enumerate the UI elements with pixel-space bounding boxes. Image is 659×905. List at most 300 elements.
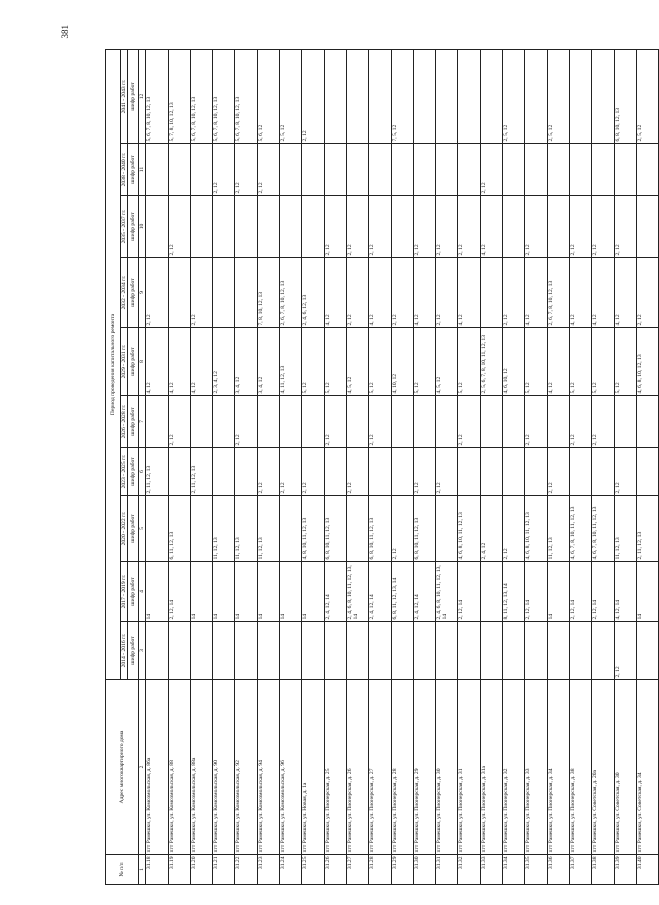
row-number: 31.21 bbox=[213, 855, 235, 885]
work-code-cell: 4, 5, 12 bbox=[436, 328, 458, 396]
work-code-cell: 7, 5, 12 bbox=[391, 49, 413, 143]
row-address: пгт Рамешки, ул. Пионерская, д. 31а bbox=[480, 680, 502, 855]
work-code-cell bbox=[569, 49, 591, 143]
work-code-cell bbox=[146, 396, 168, 448]
capital-repair-schedule-table bbox=[105, 49, 659, 885]
table-row bbox=[190, 49, 212, 884]
table-row bbox=[458, 49, 480, 884]
row-address: пгт Рамешки, ул. Новая, д. 1а bbox=[302, 680, 324, 855]
row-number: 31.25 bbox=[302, 855, 324, 885]
work-code-cell bbox=[636, 622, 658, 680]
work-code-cell: 5, 6, 7, 8, 10, 12, 13 bbox=[213, 49, 235, 143]
work-code-cell bbox=[592, 144, 614, 196]
work-code-cell: 2, 12 bbox=[391, 258, 413, 328]
work-code-header: шифр работ bbox=[128, 196, 139, 258]
work-code-header: шифр работ bbox=[128, 448, 139, 496]
work-code-cell bbox=[190, 496, 212, 562]
work-code-header: шифр работ bbox=[128, 144, 139, 196]
work-code-cell: 4, 11, 12, 13 bbox=[280, 328, 302, 396]
work-code-cell: 4, 12 bbox=[547, 328, 569, 396]
work-code-cell: 2, 12 bbox=[146, 258, 168, 328]
table-row bbox=[614, 49, 636, 884]
work-code-cell: 2, 12 bbox=[503, 496, 525, 562]
period-header: 2023 - 2025 гг. bbox=[121, 448, 128, 496]
work-code-cell bbox=[213, 448, 235, 496]
column-number: 8 bbox=[139, 328, 146, 396]
work-code-cell: 2, 12 bbox=[302, 448, 324, 496]
row-address: пгт Рамешки, ул. Пионерская, д. 31 bbox=[458, 680, 480, 855]
work-code-cell bbox=[436, 49, 458, 143]
work-code-cell: 14 bbox=[146, 562, 168, 622]
work-code-cell bbox=[436, 496, 458, 562]
table-row bbox=[302, 49, 324, 884]
work-code-cell: 14 bbox=[302, 562, 324, 622]
row-address: пгт Рамешки, ул. Пионерская, д. 34 bbox=[547, 680, 569, 855]
work-code-cell: 2, 4, 6, 8, 10, 11, 12, 13, 14 bbox=[436, 562, 458, 622]
work-code-cell bbox=[525, 448, 547, 496]
work-code-cell: 2, 12, 14 bbox=[525, 562, 547, 622]
work-code-cell: 2, 12 bbox=[569, 396, 591, 448]
work-code-cell bbox=[235, 196, 257, 258]
work-code-cell bbox=[324, 144, 346, 196]
column-number: 10 bbox=[139, 196, 146, 258]
column-number: 11 bbox=[139, 144, 146, 196]
work-code-cell: 2, 12 bbox=[436, 258, 458, 328]
work-code-cell: 2, 4, 6, 8, 10, 11, 12, 13, 14 bbox=[346, 562, 368, 622]
work-code-cell bbox=[280, 622, 302, 680]
work-code-cell: 2, 12 bbox=[346, 448, 368, 496]
row-number: 31.29 bbox=[391, 855, 413, 885]
work-code-cell bbox=[525, 622, 547, 680]
row-address: пгт Рамешки, ул. Комсомольская, д. 94 bbox=[257, 680, 279, 855]
period-header: 2029 - 2031 гг. bbox=[121, 328, 128, 396]
work-code-cell bbox=[280, 396, 302, 448]
work-code-cell: 4, 12 bbox=[168, 328, 190, 396]
work-code-cell: 14 bbox=[257, 562, 279, 622]
work-code-cell: 6, 8, 10, 11, 12, 13 bbox=[324, 496, 346, 562]
row-number: 31.37 bbox=[569, 855, 591, 885]
row-number: 31.31 bbox=[436, 855, 458, 885]
row-number: 31.28 bbox=[369, 855, 391, 885]
column-number: 3 bbox=[139, 622, 146, 680]
work-code-cell bbox=[480, 622, 502, 680]
work-code-cell bbox=[614, 396, 636, 448]
work-code-cell: 2, 12 bbox=[569, 196, 591, 258]
work-code-cell: 11, 12, 13 bbox=[235, 496, 257, 562]
work-code-cell: 2, 12 bbox=[168, 196, 190, 258]
work-code-cell: 2, 12, 14 bbox=[458, 562, 480, 622]
work-code-cell: 4, 12 bbox=[480, 196, 502, 258]
work-code-cell: 2, 12 bbox=[369, 396, 391, 448]
work-code-cell: 11, 12, 13 bbox=[213, 496, 235, 562]
work-code-cell bbox=[280, 196, 302, 258]
work-code-cell bbox=[146, 196, 168, 258]
work-code-cell: 3, 4, 12 bbox=[257, 328, 279, 396]
work-code-cell: 11, 12, 13 bbox=[257, 496, 279, 562]
work-code-cell: 2, 12 bbox=[302, 49, 324, 143]
work-code-cell: 2, 12 bbox=[614, 196, 636, 258]
work-code-cell: 5, 7, 8, 10, 12, 13 bbox=[168, 49, 190, 143]
work-code-cell: 4, 12 bbox=[324, 258, 346, 328]
work-code-cell: 5, 6, 12 bbox=[257, 49, 279, 143]
work-code-cell: 2, 5, 6, 7, 8, 10, 11, 12, 13 bbox=[480, 328, 502, 396]
work-code-cell: 2, 12 bbox=[213, 144, 235, 196]
work-code-cell: 7, 8, 10, 12, 13 bbox=[257, 258, 279, 328]
work-code-cell bbox=[480, 562, 502, 622]
period-header: 2041 - 2043 гг. bbox=[121, 49, 128, 143]
work-code-cell: 5, 6, 7, 8, 10, 12, 13 bbox=[235, 49, 257, 143]
work-code-cell: 2, 5, 12 bbox=[280, 49, 302, 143]
table-row bbox=[391, 49, 413, 884]
table-row bbox=[547, 49, 569, 884]
work-code-cell bbox=[480, 49, 502, 143]
work-code-cell: 2, 12 bbox=[413, 448, 435, 496]
work-code-cell: 5, 12 bbox=[458, 328, 480, 396]
work-code-cell bbox=[190, 396, 212, 448]
work-code-cell: 6, 8, 10, 12, 13 bbox=[614, 49, 636, 143]
work-code-cell bbox=[346, 396, 368, 448]
work-code-cell bbox=[190, 144, 212, 196]
work-code-cell bbox=[190, 196, 212, 258]
work-code-cell bbox=[547, 144, 569, 196]
work-code-cell bbox=[458, 49, 480, 143]
work-code-cell bbox=[458, 622, 480, 680]
work-code-cell bbox=[369, 49, 391, 143]
work-code-cell: 2, 4, 12, 14 bbox=[324, 562, 346, 622]
work-code-cell: 4, 12 bbox=[525, 258, 547, 328]
work-code-cell: 4, 6, 7, 8, 10, 11, 12, 13 bbox=[569, 496, 591, 562]
table-row bbox=[413, 49, 435, 884]
row-number: 31.33 bbox=[480, 855, 502, 885]
work-code-cell bbox=[146, 144, 168, 196]
row-number: 31.23 bbox=[257, 855, 279, 885]
work-code-cell bbox=[324, 448, 346, 496]
work-code-cell: 14 bbox=[235, 562, 257, 622]
work-code-cell bbox=[235, 622, 257, 680]
table-row bbox=[636, 49, 658, 884]
row-address: пгт Рамешки, ул. Пионерская, д. 38 bbox=[569, 680, 591, 855]
work-code-cell bbox=[413, 144, 435, 196]
work-code-cell: 2, 12 bbox=[592, 396, 614, 448]
work-code-cell: 2, 5, 12 bbox=[547, 49, 569, 143]
row-number: 31.18 bbox=[146, 855, 168, 885]
row-number: 31.39 bbox=[614, 855, 636, 885]
row-number: 31.40 bbox=[636, 855, 658, 885]
table-row bbox=[592, 49, 614, 884]
work-code-cell: 2, 12 bbox=[525, 396, 547, 448]
work-code-cell: 2, 12 bbox=[391, 496, 413, 562]
table-row bbox=[168, 49, 190, 884]
work-code-header: шифр работ bbox=[128, 562, 139, 622]
work-code-cell bbox=[213, 622, 235, 680]
table-row bbox=[503, 49, 525, 884]
period-header: 2032 - 2034 гг. bbox=[121, 258, 128, 328]
work-code-cell: 2, 12, 14 bbox=[569, 562, 591, 622]
work-code-cell: 2, 12, 14 bbox=[168, 562, 190, 622]
column-number: 4 bbox=[139, 562, 146, 622]
row-number: 31.26 bbox=[324, 855, 346, 885]
period-header: 2038 - 2040 гг. bbox=[121, 144, 128, 196]
work-code-cell: 2, 12 bbox=[346, 196, 368, 258]
work-code-cell bbox=[480, 396, 502, 448]
column-number: 6 bbox=[139, 448, 146, 496]
work-code-cell bbox=[503, 396, 525, 448]
work-code-cell bbox=[614, 144, 636, 196]
work-code-cell bbox=[413, 622, 435, 680]
column-number: 9 bbox=[139, 258, 146, 328]
work-code-cell: 2, 12 bbox=[346, 258, 368, 328]
work-code-cell: 2, 12 bbox=[614, 622, 636, 680]
work-code-header: шифр работ bbox=[128, 258, 139, 328]
work-code-cell bbox=[525, 144, 547, 196]
work-code-cell: 4, 8, 10, 11, 12, 13 bbox=[302, 496, 324, 562]
period-header: 2017 - 2019 гг. bbox=[121, 562, 128, 622]
work-code-cell bbox=[503, 622, 525, 680]
row-address: пгт Рамешки, ул. Пионерская, д. 26 bbox=[346, 680, 368, 855]
work-code-cell bbox=[592, 622, 614, 680]
work-code-cell bbox=[346, 622, 368, 680]
work-code-cell bbox=[346, 496, 368, 562]
row-address: пгт Рамешки, ул. Советская, д. 30 bbox=[614, 680, 636, 855]
work-code-cell: 2, 12 bbox=[480, 144, 502, 196]
work-code-cell bbox=[257, 396, 279, 448]
work-code-cell: 2, 12 bbox=[592, 196, 614, 258]
work-code-cell: 2, 11, 12, 13 bbox=[146, 448, 168, 496]
row-address: пгт Рамешки, ул. Комсомольская, д. 88 bbox=[168, 680, 190, 855]
work-code-cell bbox=[168, 144, 190, 196]
table-row bbox=[436, 49, 458, 884]
work-code-cell bbox=[391, 196, 413, 258]
work-code-cell bbox=[324, 49, 346, 143]
column-number: 12 bbox=[139, 49, 146, 143]
work-code-cell bbox=[369, 622, 391, 680]
row-address: пгт Рамешки, ул. Пионерская, д. 30 bbox=[436, 680, 458, 855]
work-code-cell: 2, 12 bbox=[436, 196, 458, 258]
header-no: № п/п bbox=[106, 855, 139, 885]
work-code-cell bbox=[391, 144, 413, 196]
row-address: пгт Рамешки, ул. Комсомольская, д. 90 bbox=[213, 680, 235, 855]
period-header: 2035 - 2037 гг. bbox=[121, 196, 128, 258]
row-number: 31.30 bbox=[413, 855, 435, 885]
work-code-cell: 2, 6, 7, 8, 10, 12, 13 bbox=[547, 258, 569, 328]
work-code-cell bbox=[346, 144, 368, 196]
row-address: пгт Рамешки, ул. Комсомольская, д. 88а bbox=[190, 680, 212, 855]
work-code-cell: 2, 12 bbox=[614, 448, 636, 496]
column-number: 7 bbox=[139, 396, 146, 448]
column-number-row bbox=[139, 49, 146, 884]
work-code-cell: 2, 12 bbox=[235, 396, 257, 448]
work-code-cell bbox=[235, 258, 257, 328]
work-code-cell bbox=[302, 144, 324, 196]
table-row bbox=[369, 49, 391, 884]
work-code-cell: 2, 12 bbox=[324, 196, 346, 258]
work-code-cell bbox=[168, 622, 190, 680]
row-address: пгт Рамешки, ул. Пионерская, д. 33 bbox=[525, 680, 547, 855]
work-code-cell: 14 bbox=[547, 562, 569, 622]
work-code-cell: 2, 12 bbox=[503, 258, 525, 328]
work-code-cell: 4, 12 bbox=[413, 258, 435, 328]
table-row bbox=[569, 49, 591, 884]
work-code-cell: 3, 4, 12 bbox=[235, 328, 257, 396]
header-period: Период проведения капитального ремонта bbox=[106, 49, 121, 679]
work-code-cell: 2, 12 bbox=[436, 448, 458, 496]
row-number: 31.19 bbox=[168, 855, 190, 885]
table-row bbox=[257, 49, 279, 884]
work-code-cell: 4, 6, 7, 8, 10, 11, 12, 13 bbox=[592, 496, 614, 562]
work-code-cell bbox=[569, 448, 591, 496]
work-code-header: шифр работ bbox=[128, 328, 139, 396]
work-code-cell bbox=[280, 496, 302, 562]
row-number: 31.27 bbox=[346, 855, 368, 885]
period-header: 2014 - 2016 гг. bbox=[121, 622, 128, 680]
work-code-cell: 4, 12 bbox=[614, 258, 636, 328]
work-code-cell: 2, 12 bbox=[458, 196, 480, 258]
period-header: 2020 - 2022 гг. bbox=[121, 496, 128, 562]
work-code-cell: 5, 12 bbox=[614, 328, 636, 396]
work-code-cell bbox=[480, 448, 502, 496]
work-code-cell: 14 bbox=[190, 562, 212, 622]
work-code-cell bbox=[636, 144, 658, 196]
row-address: пгт Рамешки, ул. Пионерская, д. 32 bbox=[503, 680, 525, 855]
work-code-cell: 5, 12 bbox=[569, 328, 591, 396]
row-number: 31.32 bbox=[458, 855, 480, 885]
row-number: 31.38 bbox=[592, 855, 614, 885]
work-code-cell: 14 bbox=[636, 562, 658, 622]
work-code-cell bbox=[569, 622, 591, 680]
work-code-cell: 2, 5, 12 bbox=[503, 49, 525, 143]
rotated-table-container bbox=[105, 50, 643, 885]
work-code-cell: 2, 12 bbox=[168, 396, 190, 448]
work-code-cell: 2, 12 bbox=[525, 196, 547, 258]
work-code-cell bbox=[213, 258, 235, 328]
work-code-cell: 2, 12 bbox=[413, 196, 435, 258]
work-code-cell bbox=[168, 448, 190, 496]
work-code-cell: 2, 4, 6, 12, 13 bbox=[302, 258, 324, 328]
work-code-cell: 2, 12 bbox=[280, 448, 302, 496]
work-code-cell: 4, 12 bbox=[458, 258, 480, 328]
work-code-cell: 6, 8, 10, 11, 12, 13 bbox=[369, 496, 391, 562]
work-code-cell bbox=[302, 622, 324, 680]
work-code-cell bbox=[636, 448, 658, 496]
row-address: пгт Рамешки, ул. Комсомольская, д. 96 bbox=[280, 680, 302, 855]
table-row bbox=[346, 49, 368, 884]
work-code-cell bbox=[636, 196, 658, 258]
work-code-cell bbox=[636, 396, 658, 448]
work-code-cell: 2, 4, 12 bbox=[480, 496, 502, 562]
work-code-cell bbox=[547, 622, 569, 680]
work-code-cell bbox=[346, 49, 368, 143]
work-code-cell bbox=[592, 448, 614, 496]
work-code-cell bbox=[168, 258, 190, 328]
work-code-cell: 2, 12 bbox=[257, 144, 279, 196]
work-code-cell: 5, 6, 7, 8, 10, 12, 13 bbox=[190, 49, 212, 143]
table-row bbox=[480, 49, 502, 884]
work-code-cell bbox=[190, 622, 212, 680]
work-code-cell bbox=[436, 396, 458, 448]
work-code-cell: 4, 12 bbox=[190, 328, 212, 396]
table-row bbox=[235, 49, 257, 884]
work-code-cell: 6, 11, 12, 13 bbox=[168, 496, 190, 562]
work-code-cell bbox=[436, 622, 458, 680]
work-code-cell bbox=[280, 144, 302, 196]
page-number: 381 bbox=[60, 25, 70, 39]
row-address: пгт Рамешки, ул. Пионерская, д. 28 bbox=[391, 680, 413, 855]
work-code-header: шифр работ bbox=[128, 49, 139, 143]
work-code-cell bbox=[413, 49, 435, 143]
work-code-cell: 4, 10, 12 bbox=[391, 328, 413, 396]
work-code-cell: 2, 4, 12, 14 bbox=[413, 562, 435, 622]
work-code-cell: 4, 12 bbox=[369, 258, 391, 328]
row-number: 31.20 bbox=[190, 855, 212, 885]
work-code-cell: 8, 11, 12, 13, 14 bbox=[503, 562, 525, 622]
work-code-header: шифр работ bbox=[128, 396, 139, 448]
work-code-cell: 4, 6, 8, 10, 11, 12, 13 bbox=[525, 496, 547, 562]
work-code-cell bbox=[436, 144, 458, 196]
work-code-cell: 2, 12 bbox=[547, 448, 569, 496]
row-number: 31.36 bbox=[547, 855, 569, 885]
work-code-cell: 14 bbox=[280, 562, 302, 622]
work-code-cell: 5, 12 bbox=[324, 328, 346, 396]
work-code-cell: 2, 3, 4, 12 bbox=[213, 328, 235, 396]
work-code-cell: 2, 12, 14 bbox=[592, 562, 614, 622]
work-code-cell: 6, 8, 11, 12, 13, 14 bbox=[391, 562, 413, 622]
work-code-cell bbox=[525, 49, 547, 143]
work-code-cell: 2, 11, 12, 13 bbox=[636, 496, 658, 562]
work-code-header: шифр работ bbox=[128, 622, 139, 680]
row-address: пгт Рамешки, ул. Пионерская, д. 29 bbox=[413, 680, 435, 855]
row-address: пгт Рамешки, ул. Комсомольская, д. 86а bbox=[146, 680, 168, 855]
work-code-cell bbox=[369, 448, 391, 496]
work-code-cell: 4, 6, 8, 10, 11, 12, 13 bbox=[458, 496, 480, 562]
work-code-cell bbox=[547, 396, 569, 448]
work-code-cell bbox=[235, 448, 257, 496]
table-row bbox=[280, 49, 302, 884]
work-code-cell: 2, 12 bbox=[369, 196, 391, 258]
work-code-cell: 5, 6, 7, 8, 10, 12, 13 bbox=[146, 49, 168, 143]
work-code-cell: 2, 12 bbox=[257, 448, 279, 496]
work-code-cell: 14 bbox=[213, 562, 235, 622]
table-body bbox=[146, 49, 659, 884]
row-number: 31.22 bbox=[235, 855, 257, 885]
work-code-cell: 6, 8, 10, 11, 12, 13 bbox=[413, 496, 435, 562]
work-code-cell: 4, 12 bbox=[569, 258, 591, 328]
work-code-cell bbox=[569, 144, 591, 196]
work-code-cell: 5, 12 bbox=[302, 328, 324, 396]
row-number: 31.24 bbox=[280, 855, 302, 885]
work-code-cell: 2, 12 bbox=[324, 396, 346, 448]
table-row bbox=[213, 49, 235, 884]
work-code-cell bbox=[547, 196, 569, 258]
row-address: пгт Рамешки, ул. Пионерская, д. 27 bbox=[369, 680, 391, 855]
work-code-cell: 2, 4, 12, 14 bbox=[369, 562, 391, 622]
work-code-cell bbox=[413, 396, 435, 448]
work-code-cell: 2, 12 bbox=[458, 396, 480, 448]
row-address: пгт Рамешки, ул. Советская, д. 20а bbox=[592, 680, 614, 855]
row-number: 31.35 bbox=[525, 855, 547, 885]
work-code-header: шифр работ bbox=[128, 496, 139, 562]
work-code-cell bbox=[302, 396, 324, 448]
work-code-cell: 2, 5, 12 bbox=[636, 49, 658, 143]
work-code-cell bbox=[503, 448, 525, 496]
work-code-cell: 4, 12, 14 bbox=[614, 562, 636, 622]
work-code-cell bbox=[391, 448, 413, 496]
work-code-cell: 4, 12 bbox=[592, 258, 614, 328]
work-code-cell bbox=[146, 622, 168, 680]
row-number: 31.34 bbox=[503, 855, 525, 885]
work-code-cell bbox=[302, 196, 324, 258]
row-address: пгт Рамешки, ул. Комсомольская, д. 92 bbox=[235, 680, 257, 855]
work-code-cell: 2, 12 bbox=[636, 258, 658, 328]
